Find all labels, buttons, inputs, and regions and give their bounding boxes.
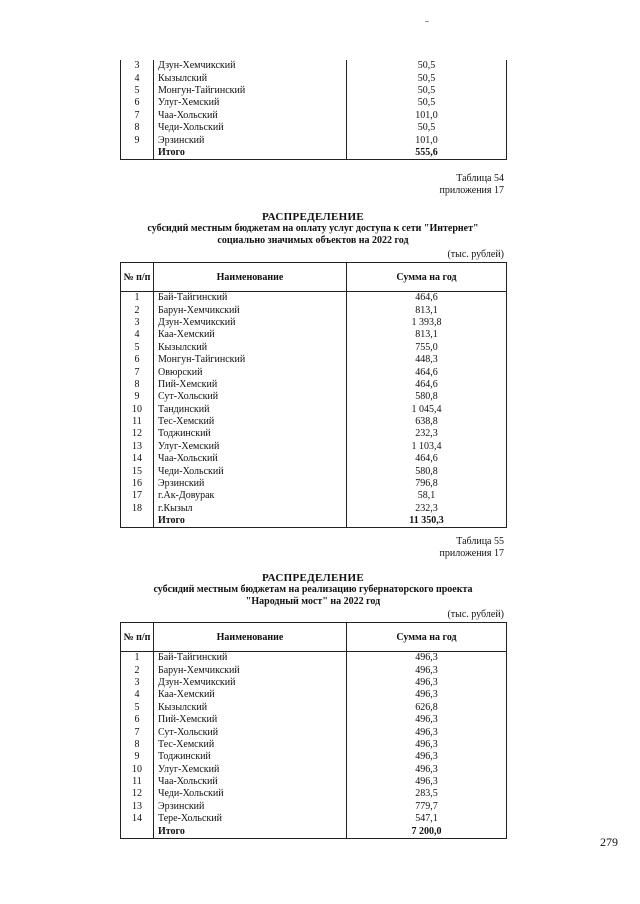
- table55-row-value: 496,3: [347, 739, 507, 751]
- table-row: [121, 72, 507, 84]
- table-row: [121, 354, 507, 366]
- continued-row-name: Эрзинский: [154, 134, 347, 146]
- table54-row-number: 5: [121, 342, 154, 354]
- table54-row-value: 232,3: [347, 428, 507, 440]
- table55-col-num: № п/п: [121, 623, 154, 652]
- table-row: [121, 689, 507, 701]
- table54-row-number: 3: [121, 317, 154, 329]
- table54-units: (тыс. рублей): [447, 249, 504, 260]
- table-row: [121, 122, 507, 134]
- table-row: [121, 317, 507, 329]
- table54-body: [121, 292, 507, 528]
- table55-row-number: 3: [121, 677, 154, 689]
- table55-subtitle-line1: субсидий местным бюджетам на реализацию губернаторского проекта: [153, 584, 473, 595]
- continued-row-value: 101,0: [347, 134, 507, 146]
- table-row: [121, 134, 507, 146]
- table54-row-value: 232,3: [347, 503, 507, 515]
- table54-row-number: 13: [121, 441, 154, 453]
- table54-row-number: 10: [121, 404, 154, 416]
- table55-row-name: Тере-Хольский: [154, 813, 347, 825]
- table55-total-label: Итого: [154, 825, 347, 838]
- table54-row-value: 755,0: [347, 342, 507, 354]
- table55-row-number: 2: [121, 664, 154, 676]
- table55-row-value: 496,3: [347, 776, 507, 788]
- table55-body: [121, 652, 507, 839]
- table54-col-name: Наименование: [154, 263, 347, 292]
- table54-row-name: Овюрский: [154, 366, 347, 378]
- table55-row-value: 496,3: [347, 689, 507, 701]
- continued-row-number: 3: [121, 60, 154, 72]
- table55-row-name: Бай-Тайгинский: [154, 652, 347, 665]
- table54-row-value: 638,8: [347, 416, 507, 428]
- table55-total-row: [121, 825, 507, 838]
- table54-row-number: 2: [121, 304, 154, 316]
- table54-row-name: Кызылский: [154, 342, 347, 354]
- continued-row-name: Чаа-Хольский: [154, 110, 347, 122]
- table54-row-name: Тес-Хемский: [154, 416, 347, 428]
- continued-row-number: 4: [121, 72, 154, 84]
- table-row: [121, 404, 507, 416]
- continued-row-value: 50,5: [347, 97, 507, 109]
- continued-row-number: 5: [121, 85, 154, 97]
- table54-row-name: г.Кызыл: [154, 503, 347, 515]
- table54-subtitle-line1: субсидий местным бюджетам на оплату услуг доступа к сети "Интернет": [147, 223, 479, 234]
- table54-row-value: 1 045,4: [347, 404, 507, 416]
- table55-row-number: 7: [121, 726, 154, 738]
- table54-row-value: 58,1: [347, 490, 507, 502]
- continued-row-number: 9: [121, 134, 154, 146]
- table-row: [121, 478, 507, 490]
- table-row: [121, 813, 507, 825]
- table55-col-name: Наименование: [154, 623, 347, 652]
- table54-total-empty: [121, 515, 154, 528]
- table-row: [121, 490, 507, 502]
- table55-row-value: 496,3: [347, 726, 507, 738]
- table-row: [121, 85, 507, 97]
- table54-row-value: 464,6: [347, 379, 507, 391]
- table55-ref-line2: приложения 17: [439, 548, 504, 559]
- table54-total-row: [121, 515, 507, 528]
- table54-row-value: 813,1: [347, 304, 507, 316]
- continued-row-value: 50,5: [347, 72, 507, 84]
- continued-table: [120, 60, 507, 160]
- table54-total-value: 11 350,3: [347, 515, 507, 528]
- table-row: [121, 776, 507, 788]
- table54-row-name: Чаа-Хольский: [154, 453, 347, 465]
- table-row: [121, 465, 507, 477]
- table-row: [121, 304, 507, 316]
- table54-row-name: Сут-Хольский: [154, 391, 347, 403]
- table55-row-value: 496,3: [347, 664, 507, 676]
- table55-units: (тыс. рублей): [447, 609, 504, 620]
- table-row: [121, 503, 507, 515]
- continued-table-body: [121, 60, 507, 160]
- table54-row-number: 15: [121, 465, 154, 477]
- table-row: [121, 739, 507, 751]
- table54-row-number: 17: [121, 490, 154, 502]
- table55-row-number: 14: [121, 813, 154, 825]
- continued-row-name: Улуг-Хемский: [154, 97, 347, 109]
- table-row: [121, 416, 507, 428]
- table-row: [121, 677, 507, 689]
- table54-row-value: 464,6: [347, 453, 507, 465]
- table54-row-name: Барун-Хемчикский: [154, 304, 347, 316]
- table-row: [121, 292, 507, 305]
- table54-row-value: 464,6: [347, 366, 507, 378]
- table54-row-name: Дзун-Хемчикский: [154, 317, 347, 329]
- table55: [120, 622, 507, 839]
- table54-row-number: 11: [121, 416, 154, 428]
- table-row: [121, 366, 507, 378]
- table54-ref-line2: приложения 17: [439, 185, 504, 196]
- table54-row-name: Чеди-Хольский: [154, 465, 347, 477]
- table54-row-number: 18: [121, 503, 154, 515]
- table55-row-value: 496,3: [347, 751, 507, 763]
- table55-row-name: Чаа-Хольский: [154, 776, 347, 788]
- table54: [120, 262, 507, 528]
- table54-heading: [120, 211, 506, 247]
- table-row: [121, 379, 507, 391]
- table54-row-number: 4: [121, 329, 154, 341]
- table-row: [121, 60, 507, 72]
- table55-row-number: 8: [121, 739, 154, 751]
- continued-row-number: 6: [121, 97, 154, 109]
- table54-row-name: Монгун-Тайгинский: [154, 354, 347, 366]
- table54-row-value: 580,8: [347, 465, 507, 477]
- table54-ref-line1: Таблица 54: [456, 173, 504, 184]
- table54-row-name: Каа-Хемский: [154, 329, 347, 341]
- table-row: [121, 652, 507, 665]
- table55-row-name: Пий-Хемский: [154, 714, 347, 726]
- table-row: [121, 664, 507, 676]
- table55-row-name: Эрзинский: [154, 801, 347, 813]
- table-row: [121, 788, 507, 800]
- table54-row-name: Эрзинский: [154, 478, 347, 490]
- table54-row-value: 1 393,8: [347, 317, 507, 329]
- table54-row-number: 7: [121, 366, 154, 378]
- continued-total-label: Итого: [154, 147, 347, 160]
- table55-row-name: Чеди-Хольский: [154, 788, 347, 800]
- table55-reference: [440, 536, 504, 560]
- table54-row-value: 448,3: [347, 354, 507, 366]
- scan-mark: [425, 21, 429, 22]
- table-row: [121, 801, 507, 813]
- table54-row-value: 1 103,4: [347, 441, 507, 453]
- continued-row-value: 101,0: [347, 110, 507, 122]
- table54-row-name: г.Ак-Довурак: [154, 490, 347, 502]
- table55-row-name: Каа-Хемский: [154, 689, 347, 701]
- table54-row-name: Тандинский: [154, 404, 347, 416]
- table54-row-value: 796,8: [347, 478, 507, 490]
- table55-col-sum: Сумма на год: [347, 623, 507, 652]
- table54-row-name: Бай-Тайгинский: [154, 292, 347, 305]
- table55-row-number: 12: [121, 788, 154, 800]
- table54-row-name: Пий-Хемский: [154, 379, 347, 391]
- table55-ref-line1: Таблица 55: [456, 536, 504, 547]
- table55-row-number: 4: [121, 689, 154, 701]
- table54-row-name: Улуг-Хемский: [154, 441, 347, 453]
- continued-row-name: Дзун-Хемчикский: [154, 60, 347, 72]
- table55-row-value: 779,7: [347, 801, 507, 813]
- table55-row-number: 9: [121, 751, 154, 763]
- table55-row-value: 496,3: [347, 764, 507, 776]
- table54-col-sum: Сумма на год: [347, 263, 507, 292]
- table55-row-name: Тес-Хемский: [154, 739, 347, 751]
- continued-row-value: 50,5: [347, 60, 507, 72]
- table54-row-name: Тоджинский: [154, 428, 347, 440]
- table54-row-number: 16: [121, 478, 154, 490]
- table-row: [121, 428, 507, 440]
- continued-row-value: 50,5: [347, 122, 507, 134]
- table55-row-value: 283,5: [347, 788, 507, 800]
- table54-reference: [440, 173, 504, 197]
- table55-row-value: 496,3: [347, 677, 507, 689]
- table54-row-number: 12: [121, 428, 154, 440]
- table-row: [121, 702, 507, 714]
- table55-row-name: Улуг-Хемский: [154, 764, 347, 776]
- page-number: 279: [600, 835, 618, 849]
- table55-row-name: Кызылский: [154, 702, 347, 714]
- table54-total-label: Итого: [154, 515, 347, 528]
- table55-row-number: 11: [121, 776, 154, 788]
- continued-row-number: 7: [121, 110, 154, 122]
- table54-title: РАСПРЕДЕЛЕНИЕ: [262, 211, 364, 223]
- table-row: [121, 714, 507, 726]
- table55-title: РАСПРЕДЕЛЕНИЕ: [262, 572, 364, 584]
- table-row: [121, 751, 507, 763]
- table55-row-number: 10: [121, 764, 154, 776]
- table-row: [121, 453, 507, 465]
- table-row: [121, 329, 507, 341]
- table54-row-number: 14: [121, 453, 154, 465]
- table-row: [121, 726, 507, 738]
- continued-total-row: [121, 147, 507, 160]
- table55-row-value: 496,3: [347, 714, 507, 726]
- table55-row-number: 1: [121, 652, 154, 665]
- continued-row-name: Кызылский: [154, 72, 347, 84]
- continued-row-value: 50,5: [347, 85, 507, 97]
- table55-row-value: 496,3: [347, 652, 507, 665]
- table55-row-number: 13: [121, 801, 154, 813]
- table-row: [121, 342, 507, 354]
- continued-total-empty: [121, 147, 154, 160]
- table-row: [121, 764, 507, 776]
- table55-total-empty: [121, 825, 154, 838]
- table54-row-number: 6: [121, 354, 154, 366]
- table55-row-number: 5: [121, 702, 154, 714]
- table54-row-value: 813,1: [347, 329, 507, 341]
- table55-row-value: 626,8: [347, 702, 507, 714]
- continued-row-name: Монгун-Тайгинский: [154, 85, 347, 97]
- table-row: [121, 97, 507, 109]
- table-row: [121, 441, 507, 453]
- table55-heading: [120, 572, 506, 608]
- table54-subtitle-line2: социально значимых объектов на 2022 год: [217, 235, 409, 246]
- table54-row-number: 1: [121, 292, 154, 305]
- table55-row-name: Барун-Хемчикский: [154, 664, 347, 676]
- table55-row-number: 6: [121, 714, 154, 726]
- continued-row-name: Чеди-Хольский: [154, 122, 347, 134]
- table55-row-value: 547,1: [347, 813, 507, 825]
- table54-row-value: 580,8: [347, 391, 507, 403]
- table55-subtitle-line2: "Народный мост" на 2022 год: [245, 596, 381, 607]
- table55-total-value: 7 200,0: [347, 825, 507, 838]
- table54-row-number: 9: [121, 391, 154, 403]
- table-row: [121, 391, 507, 403]
- table54-row-number: 8: [121, 379, 154, 391]
- continued-row-number: 8: [121, 122, 154, 134]
- table55-row-name: Дзун-Хемчикский: [154, 677, 347, 689]
- continued-total-value: 555,6: [347, 147, 507, 160]
- table54-row-value: 464,6: [347, 292, 507, 305]
- table54-col-num: № п/п: [121, 263, 154, 292]
- table55-row-name: Сут-Хольский: [154, 726, 347, 738]
- table55-row-name: Тоджинский: [154, 751, 347, 763]
- table-row: [121, 110, 507, 122]
